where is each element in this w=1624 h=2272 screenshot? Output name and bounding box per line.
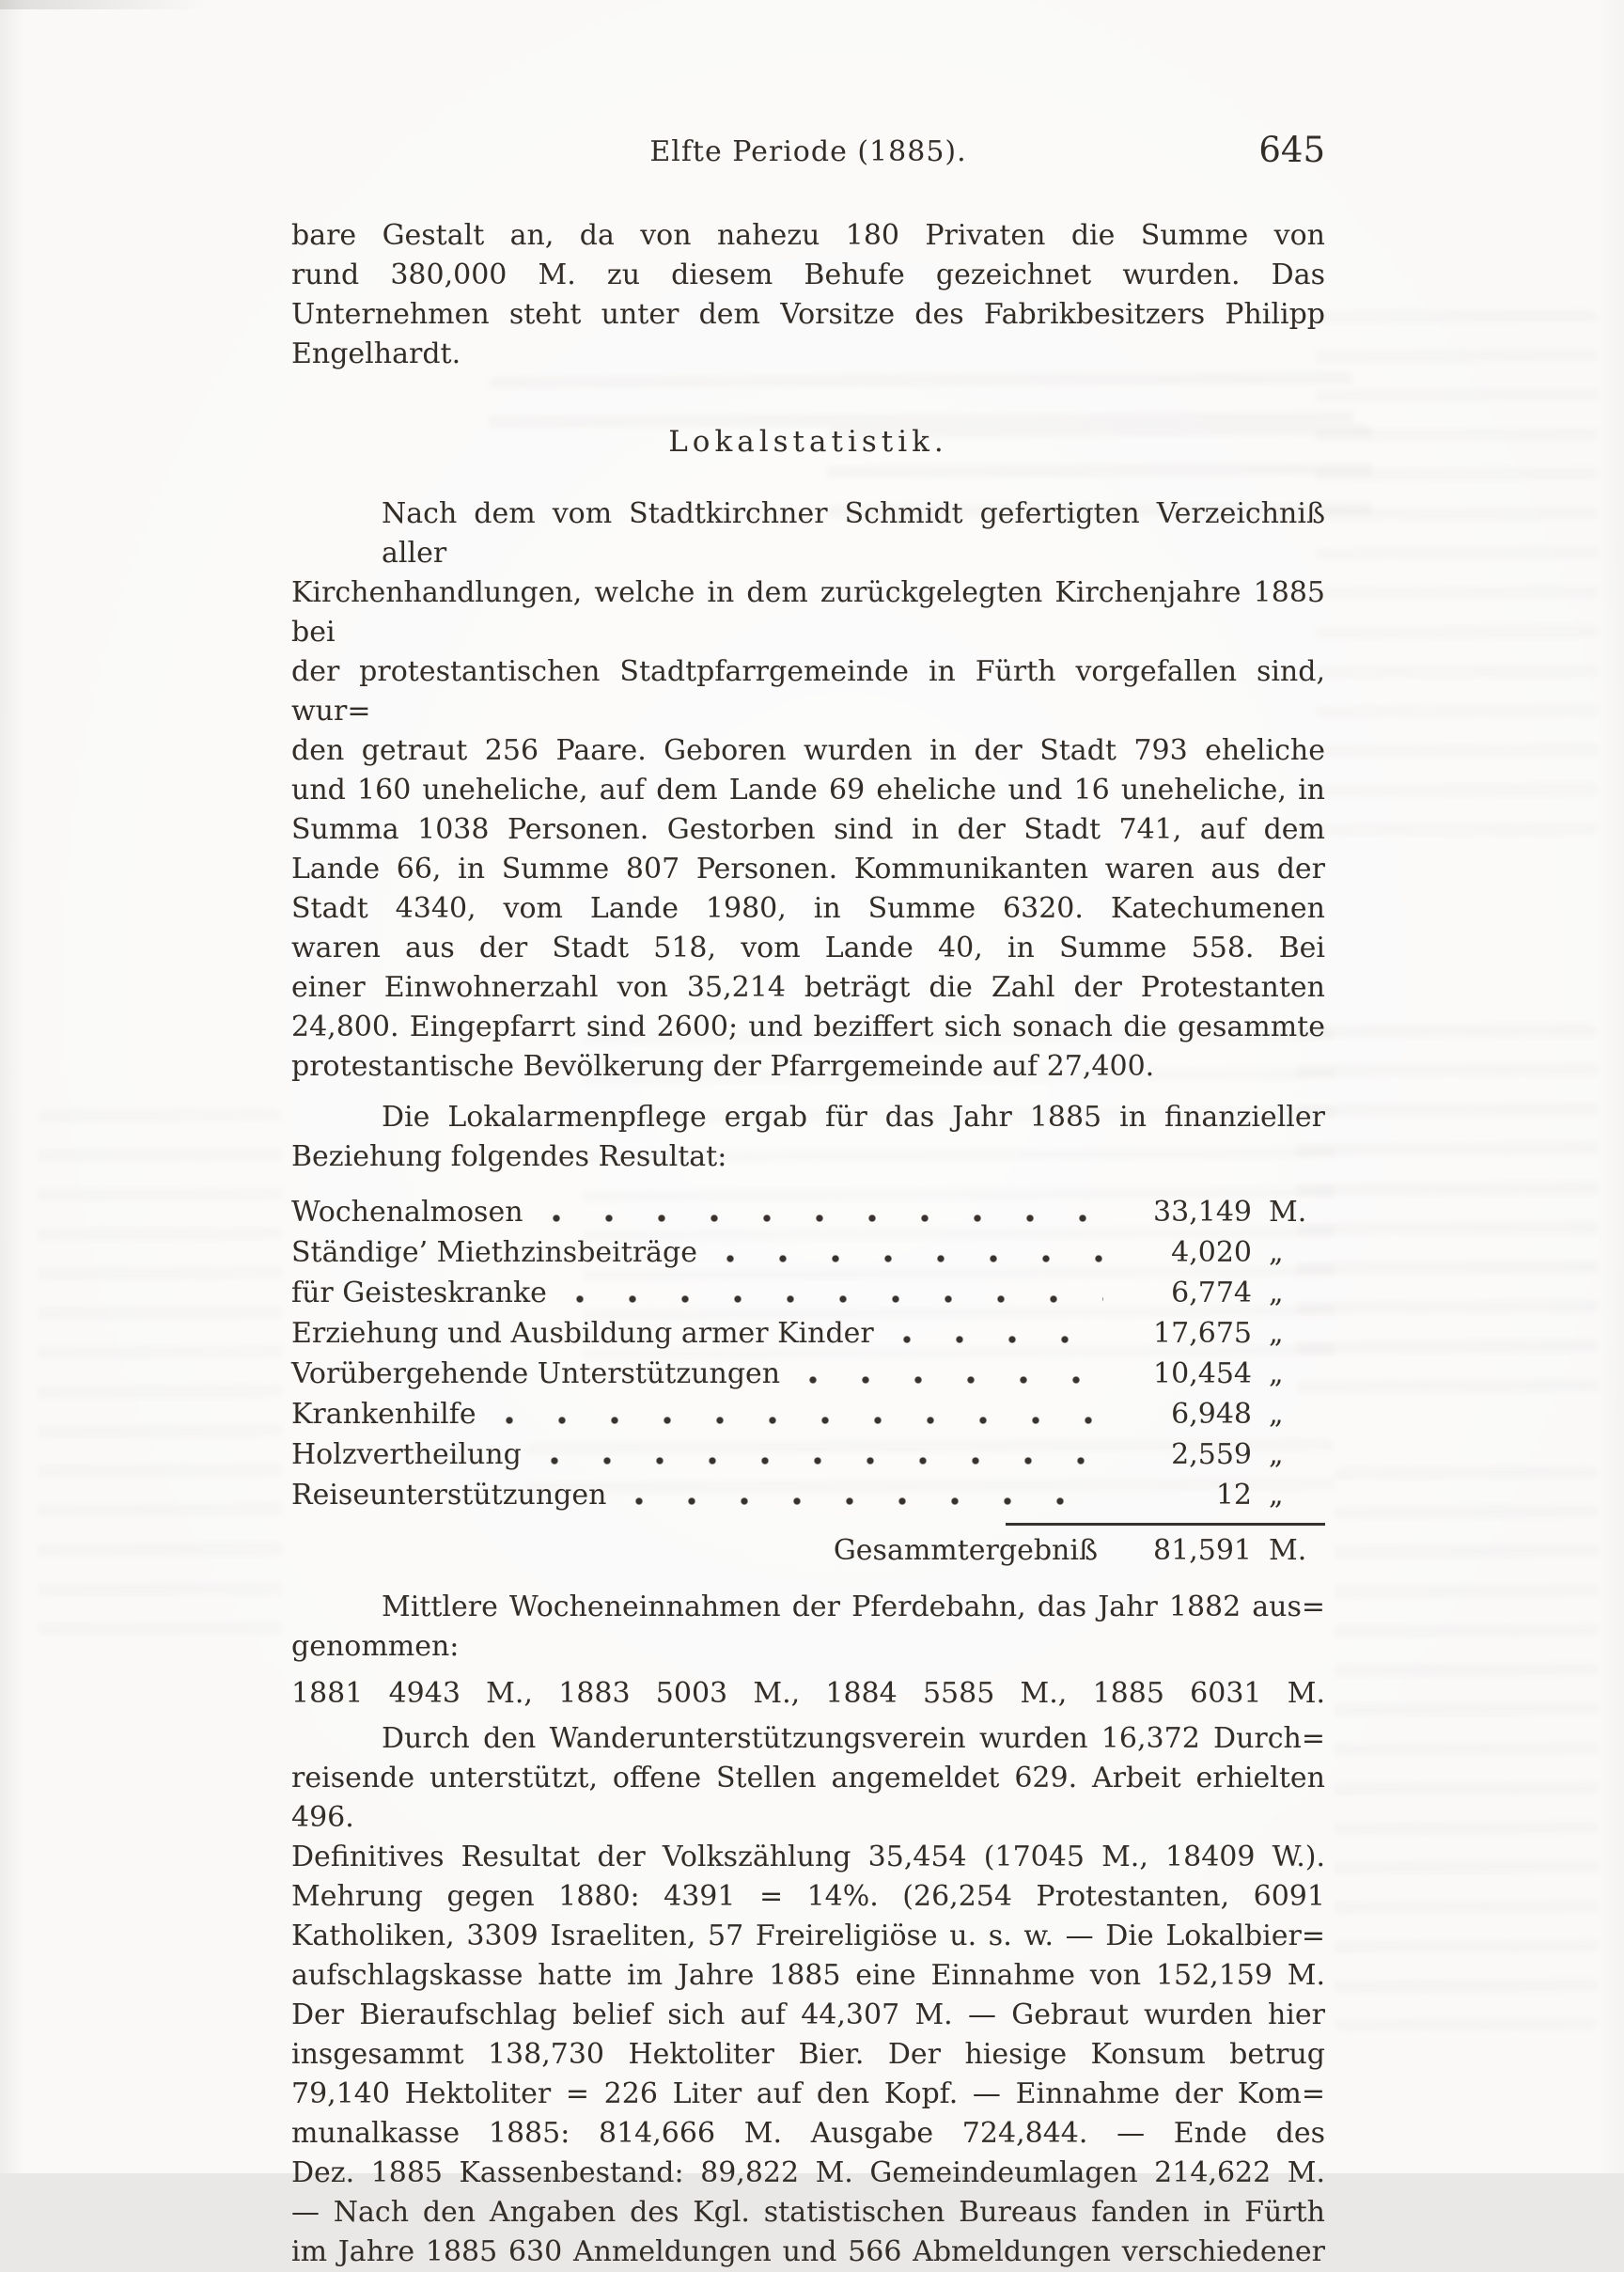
text-line: Die Lokalarmenpflege ergab für das Jahr 1885 in finanzieller xyxy=(382,1101,1325,1134)
ledger-item-amount: 6,774 xyxy=(1171,1277,1252,1309)
text-line: Stadt 4340, vom Lande 1980, in Summe 6320. Katechumenen xyxy=(291,892,1325,925)
ledger-item-unit: „ xyxy=(1269,1236,1284,1269)
text-line: Dez. 1885 Kassenbestand: 89,822 M. Gemeindeumlagen 214,622 M. xyxy=(291,2156,1325,2189)
paragraph xyxy=(291,1098,1325,1177)
ledger-total-label: Gesammtergebniß xyxy=(833,1534,1098,1567)
ledger-item-amount: 4,020 xyxy=(1171,1236,1252,1269)
ledger-item-unit: „ xyxy=(1269,1438,1284,1471)
text-line: waren aus der Stadt 518, vom Lande 40, in Summe 558. Bei xyxy=(291,932,1325,964)
text-line: und 160 uneheliche, auf dem Lande 69 eheliche und 16 uneheliche, in xyxy=(291,774,1325,807)
text-line: munalkasse 1885: 814,666 M. Ausgabe 724,844. — Ende des xyxy=(291,2117,1325,2150)
page-bleedthrough xyxy=(38,1108,282,1636)
text-column xyxy=(291,0,1325,2272)
ledger-item-unit: „ xyxy=(1269,1317,1284,1350)
ledger-row xyxy=(291,1475,1325,1515)
scan-edge-artifact xyxy=(0,0,207,9)
ledger-item-label: Krankenhilfe xyxy=(291,1398,476,1431)
dot-leader xyxy=(505,1415,1103,1426)
ledger-item-unit: „ xyxy=(1269,1357,1284,1390)
paragraph xyxy=(291,216,1325,374)
dot-leader xyxy=(634,1496,1103,1507)
ledger-item-label: Vorübergehende Unterstützungen xyxy=(291,1357,781,1390)
text-line: der protestantischen Stadtpfarrgemeinde in Fürth vorgefallen sind, wur= xyxy=(291,655,1325,728)
text-line: den getraut 256 Paare. Geboren wurden in der Stadt 793 eheliche xyxy=(291,734,1325,767)
paragraph xyxy=(291,1674,1325,1714)
ledger-total-unit: M. xyxy=(1269,1534,1307,1567)
running-title: Elfte Periode (1885). xyxy=(649,135,967,168)
ledger-row xyxy=(291,1394,1325,1434)
text-line: Katholiken, 3309 Israeliten, 57 Freireligiöse u. s. w. — Die Lokalbier= xyxy=(291,1919,1325,1952)
ledger-row xyxy=(291,1313,1325,1354)
text-line: insgesammt 138,730 Hektoliter Bier. Der hiesige Konsum betrug xyxy=(291,2038,1325,2071)
ledger-row xyxy=(291,1273,1325,1313)
text-line: rund 380,000 M. zu diesem Behufe gezeichnet wurden. Das xyxy=(291,259,1325,291)
page-number: 645 xyxy=(1258,130,1325,170)
text-line: Durch den Wanderunterstützungsverein wurden 16,372 Durch= xyxy=(382,1722,1325,1755)
dot-leader xyxy=(550,1455,1103,1466)
expense-ledger xyxy=(291,1192,1325,1573)
ledger-item-label: Holzvertheilung xyxy=(291,1438,522,1471)
dot-leader xyxy=(726,1253,1103,1264)
running-header xyxy=(291,0,1325,173)
ledger-item-label: Reiseunterstützungen xyxy=(291,1479,607,1512)
ledger-item-amount: 17,675 xyxy=(1153,1317,1252,1350)
paragraph xyxy=(291,494,1325,1087)
text-line: 1881 4943 M., 1883 5003 M., 1884 5585 M., 1885 6031 M. xyxy=(291,1677,1325,1710)
text-line: Summa 1038 Personen. Gestorben sind in der Stadt 741, auf dem xyxy=(291,813,1325,846)
ledger-row xyxy=(291,1192,1325,1232)
text-line: Unternehmen steht unter dem Vorsitze des Fabrikbesitzers Philipp xyxy=(291,298,1325,331)
ledger-item-unit: M. xyxy=(1269,1196,1307,1229)
ledger-item-amount: 2,559 xyxy=(1171,1438,1252,1471)
paragraph xyxy=(291,1588,1325,1667)
text-line: aufschlagskasse hatte im Jahre 1885 eine Einnahme von 152,159 M. xyxy=(291,1959,1325,1992)
ledger-row xyxy=(291,1232,1325,1273)
text-line: 79,140 Hektoliter = 226 Liter auf den Kopf. — Einnahme der Kom= xyxy=(291,2077,1325,2110)
text-line: — Nach den Angaben des Kgl. statistischen Bureaus fanden in Fürth xyxy=(291,2196,1325,2229)
section-heading: Lokalstatistik. xyxy=(668,425,948,459)
ledger-item-unit: „ xyxy=(1269,1277,1284,1309)
ledger-row xyxy=(291,1434,1325,1475)
text-line: Kirchenhandlungen, welche in dem zurückgelegten Kirchenjahre 1885 bei xyxy=(291,576,1325,649)
dot-leader xyxy=(575,1293,1103,1305)
dot-leader xyxy=(808,1374,1103,1386)
ledger-item-unit: „ xyxy=(1269,1479,1284,1512)
ledger-item-amount: 10,454 xyxy=(1153,1357,1252,1390)
sum-rule xyxy=(1006,1523,1325,1526)
text-line: Mehrung gegen 1880: 4391 = 14%. (26,254 Protestanten, 6091 xyxy=(291,1880,1325,1913)
ledger-item-amount: 33,149 xyxy=(1153,1196,1252,1229)
ledger-row xyxy=(291,1354,1325,1394)
ledger-item-unit: „ xyxy=(1269,1398,1284,1431)
text-line: Definitives Resultat der Volkszählung 35,454 (17045 M., 18409 W.). xyxy=(291,1841,1325,1873)
text-line: Mittlere Wocheneinnahmen der Pferdebahn, das Jahr 1882 aus= xyxy=(382,1590,1325,1623)
text-line: Beziehung folgendes Resultat: xyxy=(291,1140,727,1173)
paragraph xyxy=(291,1719,1325,2272)
page-bleedthrough xyxy=(1316,309,1598,838)
ledger-item-label: Ständige’ Miethzinsbeiträge xyxy=(291,1236,697,1269)
ledger-item-label: Wochenalmosen xyxy=(291,1196,523,1229)
ledger-item-amount: 6,948 xyxy=(1171,1398,1252,1431)
text-line: reisende unterstützt, offene Stellen angemeldet 629. Arbeit erhielten 496. xyxy=(291,1762,1325,1834)
page-bleedthrough xyxy=(1297,1024,1598,1402)
text-line: protestantische Bevölkerung der Pfarrgemeinde auf 27,400. xyxy=(291,1050,1155,1083)
text-line: im Jahre 1885 630 Anmeldungen und 566 Abmeldungen verschiedener xyxy=(291,2235,1325,2268)
text-line: einer Einwohnerzahl von 35,214 beträgt die Zahl der Protestanten xyxy=(291,971,1325,1004)
text-line: Nach dem vom Stadtkirchner Schmidt gefertigten Verzeichniß aller xyxy=(382,497,1325,570)
ledger-item-label: für Geisteskranke xyxy=(291,1277,547,1309)
ledger-item-label: Erziehung und Ausbildung armer Kinder xyxy=(291,1317,874,1350)
text-line: bare Gestalt an, da von nahezu 180 Privaten die Summe von xyxy=(291,219,1325,252)
text-line: 24,800. Eingepfarrt sind 2600; und beziffert sich sonach die gesammte xyxy=(291,1011,1325,1043)
text-block xyxy=(291,216,1325,2272)
ledger-total-amount: 81,591 xyxy=(1153,1534,1252,1567)
dot-leader xyxy=(902,1334,1103,1345)
ledger-total-row xyxy=(291,1529,1325,1573)
text-line: Lande 66, in Summe 807 Personen. Kommunikanten waren aus der xyxy=(291,853,1325,885)
page-bleedthrough xyxy=(1335,1465,1598,2030)
text-line: Der Bieraufschlag belief sich auf 44,307 M. — Gebraut wurden hier xyxy=(291,1998,1325,2031)
dot-leader xyxy=(552,1213,1103,1224)
ledger-item-amount: 12 xyxy=(1215,1479,1252,1512)
text-line: genommen: xyxy=(291,1630,460,1663)
text-line: Engelhardt. xyxy=(291,337,461,370)
